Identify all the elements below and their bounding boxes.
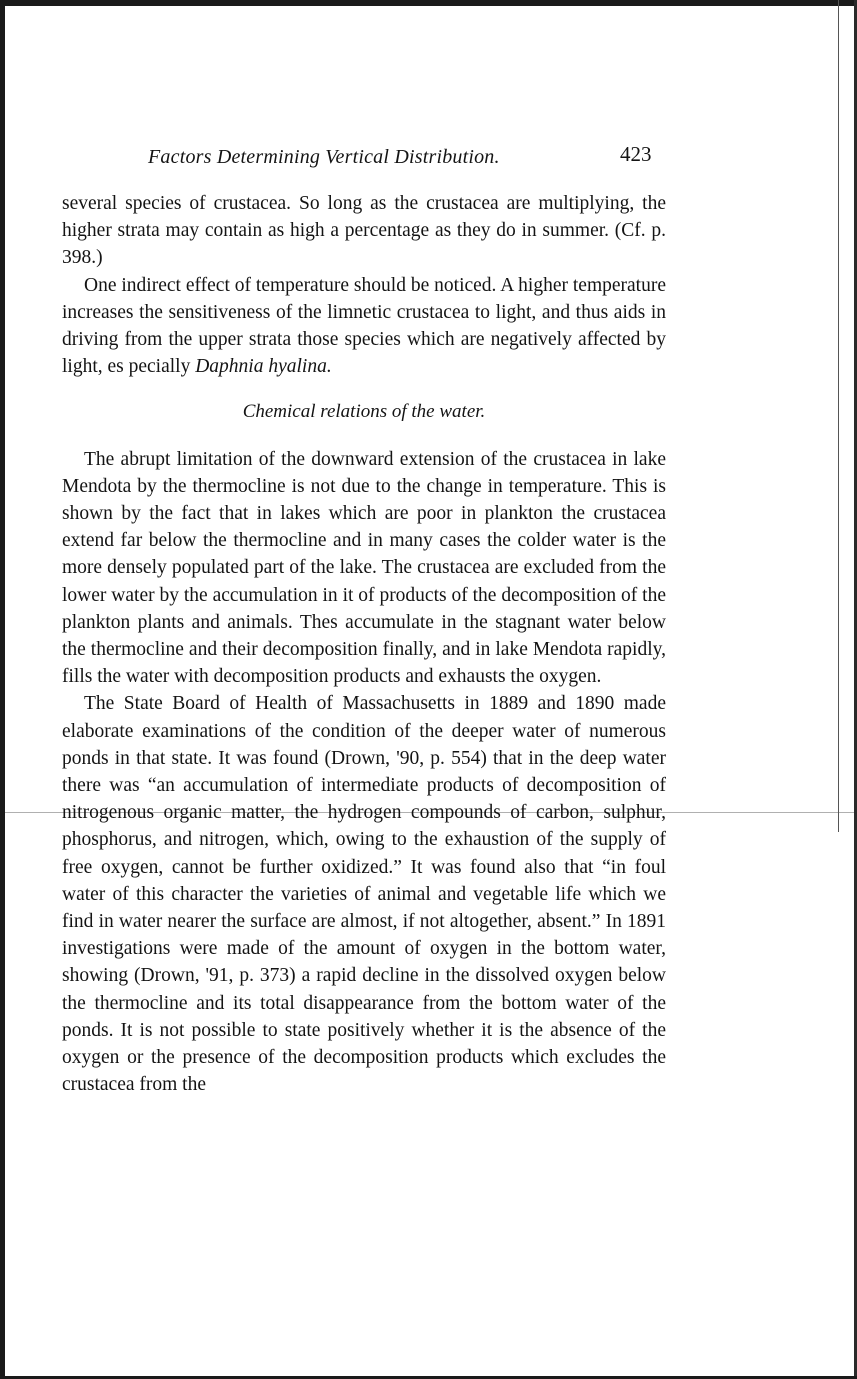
species-name: Daphnia hyalina. [195, 356, 332, 378]
paragraph-2 [62, 272, 666, 381]
page-fold-mark [838, 812, 839, 832]
page-number: 423 [620, 142, 652, 166]
paragraph-3: The abrupt limitation of the downward extension of the crustacea in lake Mendota by the thermocline is not due to the change in temperature. This is shown by the fact that in lakes which are poor in plankton the crustacea extend far below the thermocline and in many cases the colder water is the more densely populated part of the lake. The crustacea are excluded from the lower water by the accumulation in it of products of the decomposition of the plankton plants and animals. Thes accumulate in the stagnant water below the thermocline and their decomposition finally, and in lake Mendota rapidly, fills the water with decomposition products and exhausts the oxygen. [62, 448, 666, 688]
scan-border-left [0, 0, 5, 1379]
scan-border-right-inner [838, 0, 839, 812]
body-text [62, 190, 666, 1099]
scan-border-top [0, 0, 857, 6]
paragraph-1: several species of crustacea. So long as the crustacea are multiplying, the higher strata may contain as high a percentage as they do in summer. (Cf. p. 398.) [62, 193, 666, 269]
paragraph-2-text: One indirect effect of temperature should be noticed. A higher temperature increases the sensitiveness of the limnetic crustacea to light, and thus aids in driving from the upper strata those species which are negatively affected by light, es pecially [62, 274, 666, 378]
section-heading: Chemical relations of the water. [242, 401, 486, 423]
paragraph-4: The State Board of Health of Massachusetts in 1889 and 1890 made elaborate examinations of the condition of the deeper water of numerous ponds in that state. It was found (Drown, '90, p. 554) that in the deep water there was “an accumulation of intermediate products of decomposition of nitrogenous organic matter, the hydrogen compounds of carbon, sulphur, phosphorus, and nitrogen, which, owing to the exhaustion of the supply of free oxygen, cannot be further oxidized.” It was found also that “in foul water of this character the varieties of animal and vegetable life which we find in water nearer the surface are almost, if not altogether, absent.” In 1891 investigations were made of the amount of oxygen in the bottom water, showing (Drown, '91, p. 373) a rapid decline in the dissolved oxygen below the thermocline and its total disappearance from the bottom water of the ponds. It is not possible to state positively whether it is the absence of the oxygen or the presence of the decomposition products which excludes the crustacea from the [62, 693, 666, 1096]
running-title: Factors Determining Vertical Distribution. [148, 146, 500, 168]
